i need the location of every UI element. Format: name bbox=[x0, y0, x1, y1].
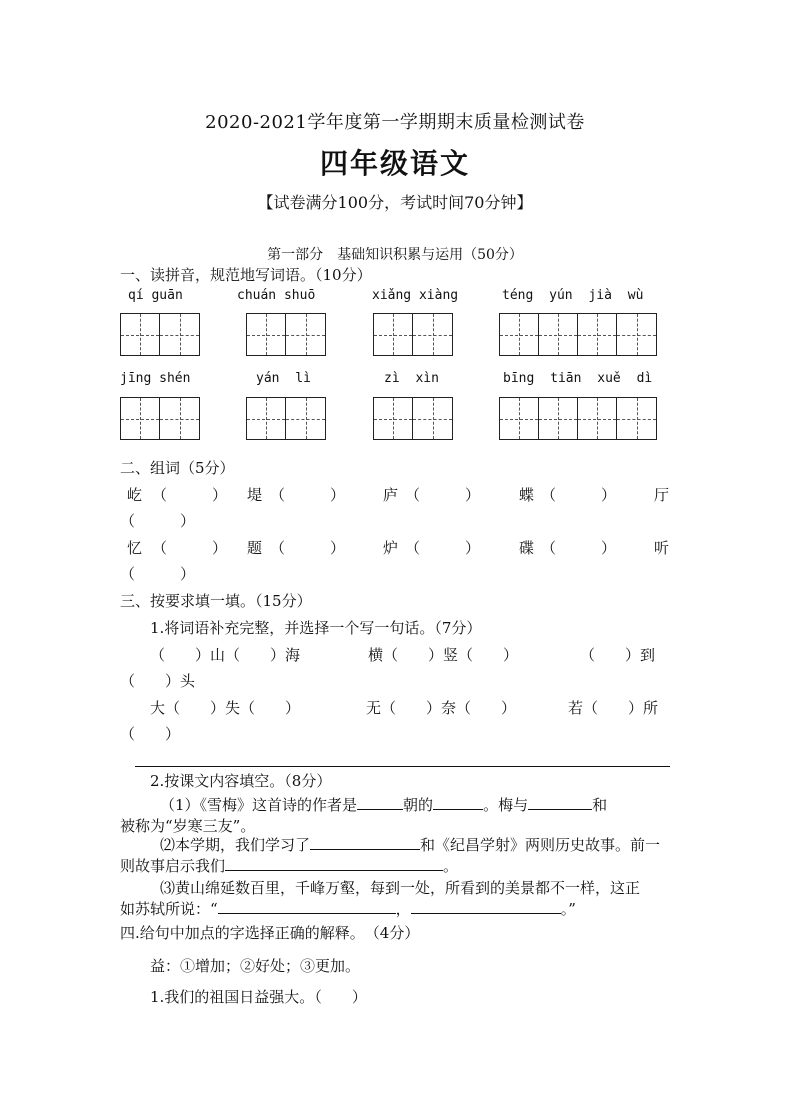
sentence-answer-line[interactable] bbox=[135, 766, 670, 767]
idiom-1[interactable]: （ ）山（ ）海 bbox=[150, 646, 301, 664]
pinyin-3: xiǎng xiàng bbox=[372, 288, 459, 303]
q3-line3-d: 。” bbox=[560, 900, 576, 918]
q2-blank-7[interactable]: （ ） bbox=[270, 539, 346, 557]
idiom-2[interactable]: 横（ ）竖（ ） bbox=[368, 646, 519, 664]
q2-char-7: 题 bbox=[247, 539, 263, 557]
q3-line3-cont bbox=[120, 898, 576, 919]
part-title: 第一部分 基础知识积累与运用（50分） bbox=[267, 247, 523, 263]
idiom-3-cont[interactable]: （ ）头 bbox=[120, 672, 196, 690]
idiom-6-cont[interactable]: （ ） bbox=[120, 725, 181, 743]
blank-author[interactable] bbox=[357, 795, 403, 810]
q3-line2 bbox=[160, 834, 660, 855]
writing-grid-7[interactable] bbox=[373, 397, 453, 440]
q3-line2-b: 和《纪昌学射》两则历史故事。前一 bbox=[420, 836, 661, 854]
pinyin-6: yán lì bbox=[256, 371, 311, 386]
q3-line1-e: 被称为“岁寒三友”。 bbox=[120, 817, 256, 835]
q3-line1-b: 朝的 bbox=[403, 796, 434, 814]
blank-plant[interactable] bbox=[528, 795, 592, 810]
q3-line1 bbox=[160, 794, 607, 815]
q2-blank-4[interactable]: （ ） bbox=[541, 486, 617, 504]
idiom-6[interactable]: 若（ ）所 bbox=[568, 699, 659, 717]
q3-sub1: 1.将词语补充完整，并选择一个写一句话。（7分） bbox=[150, 619, 482, 637]
q2-char-3: 庐 bbox=[383, 486, 399, 504]
idiom-3[interactable]: （ ）到 bbox=[580, 646, 656, 664]
pinyin-1: qí guān bbox=[128, 288, 183, 303]
blank-poet[interactable] bbox=[433, 795, 483, 810]
blank-poem-1[interactable] bbox=[218, 899, 396, 914]
q3-heading: 三、按要求填一填。（15分） bbox=[120, 592, 312, 610]
q2-blank-6[interactable]: （ ） bbox=[152, 539, 228, 557]
idiom-5[interactable]: 无（ ）奈（ ） bbox=[366, 699, 517, 717]
exam-subtitle: 四年级语文 bbox=[319, 147, 470, 180]
q3-line3-a: ⑶黄山绵延数百里，千峰万壑，每到一处，所看到的美景都不一样，这正 bbox=[160, 879, 641, 897]
writing-grid-1[interactable] bbox=[120, 313, 200, 356]
q2-char-2: 堤 bbox=[247, 486, 263, 504]
q2-char-8: 炉 bbox=[383, 539, 399, 557]
pinyin-2: chuán shuō bbox=[237, 288, 316, 303]
q2-heading: 二、组词（5分） bbox=[120, 459, 235, 477]
q2-char-10: 听 bbox=[654, 539, 670, 557]
q1-heading: 一、读拼音，规范地写词语。（10分） bbox=[120, 266, 372, 284]
q2-blank-8[interactable]: （ ） bbox=[405, 539, 481, 557]
q4-sentence-1[interactable]: 1.我们的祖国日益强大。（ ） bbox=[150, 988, 367, 1006]
q3-line2-cont bbox=[120, 855, 458, 876]
q2-char-6: 忆 bbox=[127, 539, 143, 557]
pinyin-5: jīng shén bbox=[120, 371, 191, 386]
q2-char-1: 屹 bbox=[127, 486, 143, 504]
q2-char-9: 碟 bbox=[519, 539, 535, 557]
q4-heading: 四.给句中加点的字选择正确的解释。 （4分） bbox=[120, 924, 420, 942]
writing-grid-6[interactable] bbox=[246, 397, 326, 440]
q2-blank-3[interactable]: （ ） bbox=[405, 486, 481, 504]
q2-blank-9[interactable]: （ ） bbox=[541, 539, 617, 557]
blank-story[interactable] bbox=[310, 835, 420, 850]
q3-line1-c: 。梅与 bbox=[483, 796, 529, 814]
writing-grid-3[interactable] bbox=[373, 313, 453, 356]
writing-grid-5[interactable] bbox=[120, 397, 200, 440]
exam-note: 【试卷满分100分，考试时间70分钟】 bbox=[257, 193, 533, 212]
q3-line2-d: 。 bbox=[443, 857, 459, 875]
q3-line2-c: 则故事启示我们 bbox=[120, 857, 226, 875]
idiom-4[interactable]: 大（ ）失（ ） bbox=[150, 699, 301, 717]
exam-title: 2020-2021学年度第一学期期末质量检测试卷 bbox=[205, 112, 585, 133]
blank-lesson[interactable] bbox=[225, 856, 443, 871]
q2-blank-5[interactable]: （ ） bbox=[120, 512, 196, 530]
writing-grid-2[interactable] bbox=[246, 313, 326, 356]
q2-blank-10[interactable]: （ ） bbox=[120, 565, 196, 583]
pinyin-7: zì xìn bbox=[384, 371, 439, 386]
q3-line3-b: 如苏轼所说：“ bbox=[120, 900, 218, 918]
q2-blank-2[interactable]: （ ） bbox=[270, 486, 346, 504]
q2-char-5: 厅 bbox=[654, 486, 670, 504]
pinyin-4: téng yún jià wù bbox=[502, 288, 644, 303]
writing-grid-4[interactable] bbox=[499, 313, 657, 356]
q3-line3-c: ， bbox=[395, 900, 411, 918]
q4-meaning: 益：①增加；②好处；③更加。 bbox=[150, 957, 361, 975]
q3-sub2: 2.按课文内容填空。（8分） bbox=[150, 772, 332, 790]
pinyin-8: bīng tiān xuě dì bbox=[503, 371, 653, 386]
q3-line1-a: （1）《雪梅》这首诗的作者是 bbox=[160, 796, 358, 814]
q2-char-4: 蝶 bbox=[519, 486, 535, 504]
writing-grid-8[interactable] bbox=[499, 397, 657, 440]
q2-blank-1[interactable]: （ ） bbox=[152, 486, 228, 504]
blank-poem-2[interactable] bbox=[411, 899, 561, 914]
q3-line2-a: ⑵本学期，我们学习了 bbox=[160, 836, 311, 854]
q3-line1-d: 和 bbox=[592, 796, 608, 814]
